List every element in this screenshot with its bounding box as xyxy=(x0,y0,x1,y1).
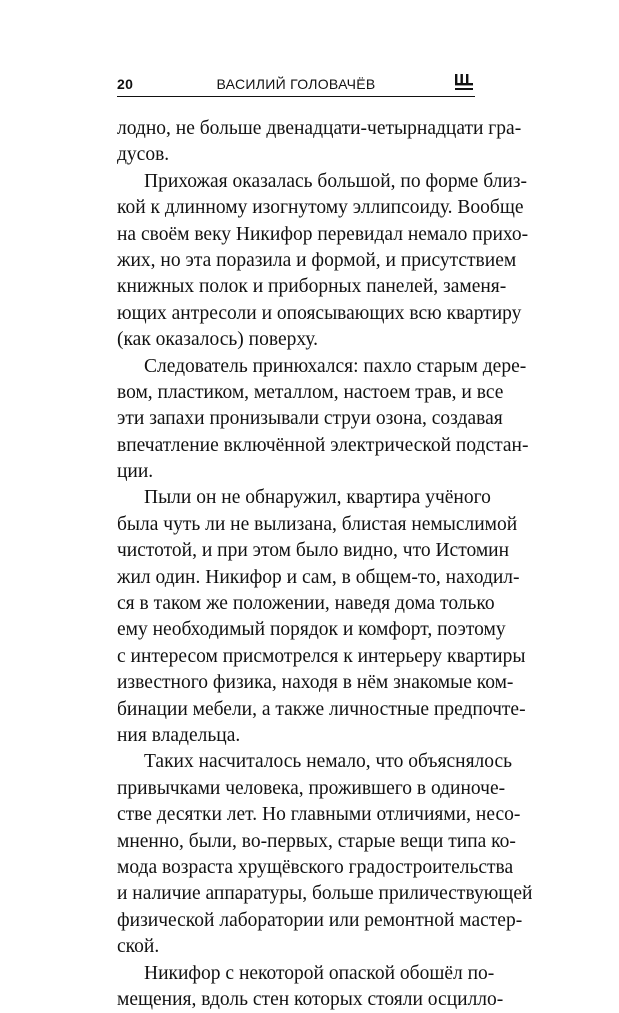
paragraph xyxy=(117,485,475,749)
text-line: Следователь принюхался: пахло старым дере- xyxy=(117,354,475,380)
text-line: чистотой, и при этом было видно, что Истомин xyxy=(117,538,475,564)
text-line: вом, пластиком, металлом, настоем трав, и все xyxy=(117,380,475,406)
text-line: лодно, не больше двенадцати-четырнадцати гра- xyxy=(117,116,475,142)
paragraph xyxy=(117,749,475,960)
text-line: мненно, были, во-первых, старые вещи типа ко- xyxy=(117,829,475,855)
text-line: на своём веку Никифор перевидал немало прихо- xyxy=(117,222,475,248)
text-line: ской. xyxy=(117,934,475,960)
text-line: с интересом присмотрелся к интерьеру квартиры xyxy=(117,644,475,670)
text-line: жил один. Никифор и сам, в общем-то, находил- xyxy=(117,565,475,591)
book-author: ВАСИЛИЙ ГОЛОВАЧЁВ xyxy=(117,76,475,92)
text-line: впечатление включённой электрической подстан- xyxy=(117,433,475,459)
publisher-logo-icon xyxy=(453,72,475,92)
text-line: физической лаборатории или ремонтной мастер- xyxy=(117,908,475,934)
text-line: книжных полок и приборных панелей, заменя- xyxy=(117,274,475,300)
text-line: кой к длинному изогнутому эллипсоиду. Вообще xyxy=(117,195,475,221)
text-line: (как оказалось) поверху. xyxy=(117,327,475,353)
text-line: Пыли он не обнаружил, квартира учёного xyxy=(117,485,475,511)
text-line: жих, но эта поразила и формой, и присутствием xyxy=(117,248,475,274)
text-line: ции. xyxy=(117,459,475,485)
text-line: и наличие аппаратуры, больше приличествующей xyxy=(117,881,475,907)
text-line: привычками человека, прожившего в одиноче- xyxy=(117,776,475,802)
text-line: Таких насчиталось немало, что объяснялось xyxy=(117,749,475,775)
text-line: стве десятки лет. Но главными отличиями, несо- xyxy=(117,802,475,828)
text-line: известного физика, находя в нём знакомые ком- xyxy=(117,670,475,696)
text-line: ему необходимый порядок и комфорт, поэтому xyxy=(117,617,475,643)
paragraph xyxy=(117,961,475,1013)
header-rule xyxy=(117,96,475,97)
page-text xyxy=(117,116,475,1013)
text-line: Прихожая оказалась большой, по форме близ- xyxy=(117,169,475,195)
text-line: Никифор с некоторой опаской обошёл по- xyxy=(117,961,475,987)
text-line: мещения, вдоль стен которых стояли осцилло- xyxy=(117,987,475,1013)
page-number: 20 xyxy=(117,76,133,92)
text-line: была чуть ли не вылизана, блистая немыслимой xyxy=(117,512,475,538)
running-head xyxy=(117,72,475,94)
paragraph xyxy=(117,354,475,486)
text-line: бинации мебели, а также личностные предпочте- xyxy=(117,697,475,723)
text-line: эти запахи пронизывали струи озона, создавая xyxy=(117,406,475,432)
text-line: ющих антресоли и опоясывающих всю квартиру xyxy=(117,301,475,327)
text-line: мода возраста хрущёвского градостроительства xyxy=(117,855,475,881)
text-line: ния владельца. xyxy=(117,723,475,749)
text-line: ся в таком же положении, наведя дома только xyxy=(117,591,475,617)
paragraph xyxy=(117,116,475,169)
paragraph xyxy=(117,169,475,354)
text-line: дусов. xyxy=(117,142,475,168)
